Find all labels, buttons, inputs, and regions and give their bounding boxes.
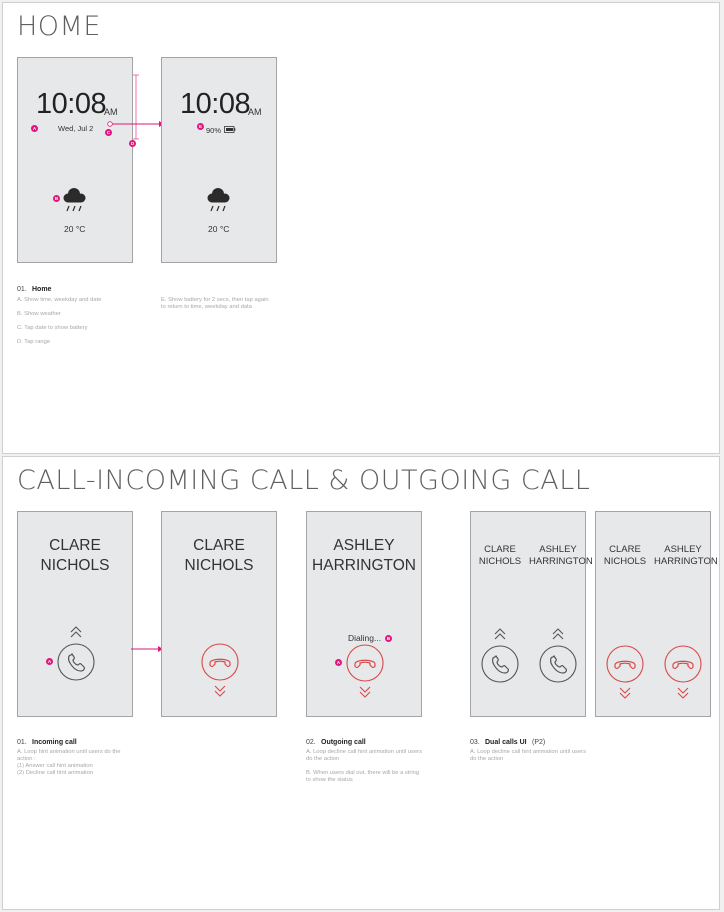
chevron-up-icon <box>494 628 506 640</box>
answer-call-button-a[interactable] <box>481 645 519 683</box>
clock-ampm: AM <box>104 107 118 117</box>
transition-arrow <box>107 119 167 129</box>
chevron-down-icon <box>359 687 371 699</box>
home-note-d: D. Tap range <box>17 339 51 345</box>
home-note-c: C. Tap date to show battery <box>17 325 88 331</box>
marker-a: A <box>32 126 37 131</box>
clock-time-2: 10:08 <box>180 88 251 120</box>
incoming-caption-number: 01. <box>17 739 27 746</box>
outgoing-caption-number: 02. <box>306 739 316 746</box>
chevron-down-icon <box>214 686 226 698</box>
caller-first-name: CLARE <box>193 537 245 554</box>
chevron-up-icon <box>552 628 564 640</box>
home-note-e: E. Show battery for 2 secs, then tap again to return to time, weekday and data <box>161 297 269 310</box>
caller-last-name: NICHOLS <box>40 557 110 574</box>
outgoing-caption-title: Outgoing call <box>321 739 366 746</box>
decline-call-button-a[interactable] <box>606 645 644 683</box>
battery-icon <box>224 126 236 133</box>
decline-call-button[interactable] <box>201 643 239 681</box>
chevron-up-icon <box>70 626 82 638</box>
caller-a-last-name: NICHOLS <box>603 556 647 567</box>
home-screen-battery <box>161 57 277 263</box>
callee-last-name: HARRINGTON <box>312 557 416 574</box>
chevron-down-icon <box>619 688 631 700</box>
incoming-caption-title: Incoming call <box>32 739 77 746</box>
dual-caption-notes: A. Loop decline call hint animation until users do the action <box>470 749 587 762</box>
home-caption-title: Home <box>32 286 52 293</box>
temperature-label: 20 °C <box>64 224 86 234</box>
caller-a-first-name: CLARE <box>609 544 641 555</box>
home-panel <box>2 2 720 454</box>
clock-time: 10:08 <box>36 88 107 120</box>
incoming-caption-notes: A. Loop hint animation until users do the action : (1) Answer call hint animation (2) Decline call hint animation <box>17 749 121 776</box>
clock-ampm-2: AM <box>248 107 262 117</box>
home-note-a: A. Show time, weekday and date <box>17 297 102 303</box>
dual-caption-suffix: (P2) <box>532 739 546 746</box>
call-title: CALL-INCOMING CALL & OUTGOING CALL <box>17 465 591 496</box>
answer-call-button[interactable] <box>57 643 95 681</box>
marker-b: B <box>54 196 59 201</box>
caller-b-last-name: HARRINGTON <box>654 556 718 567</box>
marker-a: A <box>336 660 341 665</box>
dual-call-decline-screen <box>595 511 718 717</box>
call-panel <box>2 456 720 910</box>
end-call-button[interactable] <box>346 644 384 682</box>
marker-e: E <box>198 124 202 129</box>
caller-last-name: NICHOLS <box>184 557 254 574</box>
marker-d: D <box>130 141 135 146</box>
chevron-down-icon <box>677 688 689 700</box>
caller-b-first-name: ASHLEY <box>664 544 702 555</box>
transition-arrow <box>131 645 165 653</box>
home-caption-number: 01. <box>17 286 27 293</box>
temperature-label-2: 20 °C <box>208 224 230 234</box>
caller-b-last-name: HARRINGTON <box>529 556 593 567</box>
incoming-call-decline-screen <box>161 511 277 717</box>
dual-caption-title: Dual calls UI <box>485 739 527 746</box>
callee-first-name: ASHLEY <box>333 537 395 554</box>
home-note-b: B. Show weather <box>17 311 61 317</box>
answer-call-button-b[interactable] <box>539 645 577 683</box>
outgoing-call-screen <box>306 511 422 717</box>
weather-icon-2 <box>207 188 231 212</box>
date-label[interactable]: Wed, Jul 2 <box>58 124 94 133</box>
marker-c: C <box>106 130 111 135</box>
caller-b-first-name: ASHLEY <box>539 544 577 555</box>
tap-range-bracket <box>131 73 141 143</box>
weather-icon <box>63 188 87 212</box>
home-title: HOME <box>17 11 101 42</box>
marker-a: A <box>47 659 52 664</box>
caller-a-last-name: NICHOLS <box>478 556 522 567</box>
home-screen-time-date <box>17 57 133 263</box>
dual-call-screen <box>470 511 593 717</box>
dialing-status: Dialing... <box>348 633 382 643</box>
incoming-call-screen <box>17 511 133 717</box>
caller-a-first-name: CLARE <box>484 544 516 555</box>
dual-caption-number: 03. <box>470 739 480 746</box>
marker-b: B <box>386 636 391 641</box>
decline-call-button-b[interactable] <box>664 645 702 683</box>
battery-label[interactable]: 90% <box>206 126 222 135</box>
caller-first-name: CLARE <box>49 537 101 554</box>
outgoing-caption-notes: A. Loop decline call hint animation until users do the action B. When users dial out, there will be a string to show the status <box>306 749 423 783</box>
